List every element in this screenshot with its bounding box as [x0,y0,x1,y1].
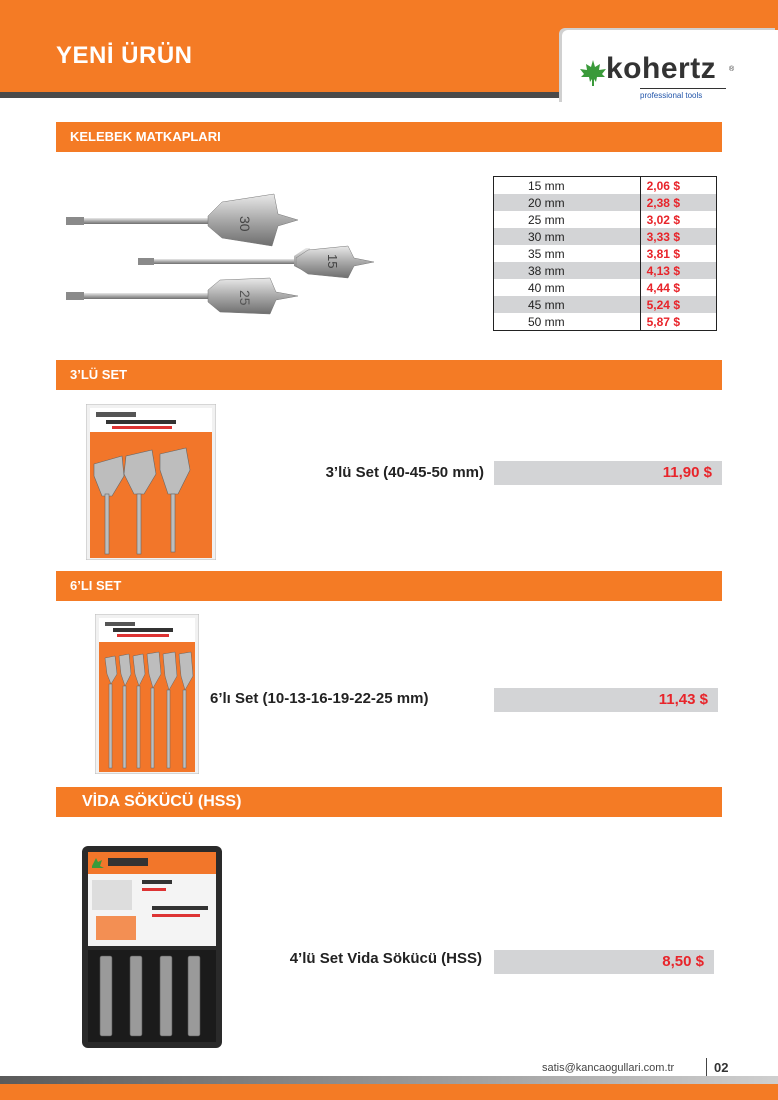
screw-extractor-price: 8,50 $ [494,950,714,974]
footer-email: satis@kancaogullari.com.tr [542,1062,675,1074]
table-row [494,211,717,228]
size-cell: 25 mm [528,212,565,227]
spade-bit-30 [66,194,298,246]
set-6-label: 6’lı Set (10-13-16-19-22-25 mm) [210,690,429,707]
size-cell: 15 mm [528,178,565,193]
page-title: YENİ ÜRÜN [56,42,193,69]
bit-size-label: 15 [325,254,340,269]
logo-wordmark: kohertz [606,52,717,85]
price-cell: 3,81 $ [641,245,717,262]
footer-orange-band [0,1084,778,1100]
table-row [494,228,717,245]
logo-underline [640,88,726,89]
spade-bit-25 [66,278,298,314]
size-cell: 50 mm [528,314,565,329]
size-cell: 30 mm [494,228,641,245]
table-row [494,245,717,262]
set-3-package-image [86,404,216,560]
size-cell: 20 mm [494,194,641,211]
price-cell: 5,24 $ [641,296,717,313]
price-cell: 2,38 $ [641,194,717,211]
price-table [493,176,717,331]
table-row [494,177,717,195]
bit-size-label: 25 [237,290,253,306]
screw-extractor-label: 4’lü Set Vida Sökücü (HSS) [289,950,482,967]
maple-leaf-icon [578,58,608,88]
bit-size-label: 30 [237,216,253,232]
table-row [494,262,717,279]
set-6-package-image [95,614,199,774]
price-cell: 2,06 $ [641,177,717,195]
logo-registered-mark: ® [729,66,735,73]
size-cell: 35 mm [528,246,565,261]
logo-tagline: professional tools [640,91,703,100]
section-screw-extractor: VİDA SÖKÜCÜ (HSS) [56,787,722,817]
price-cell: 4,13 $ [641,262,717,279]
section-set-3: 3’LÜ SET [56,360,722,390]
spade-bit-15 [138,248,310,272]
size-cell: 45 mm [494,296,641,313]
table-row [494,279,717,296]
set-6-price: 11,43 $ [494,688,718,712]
price-cell: 3,02 $ [641,211,717,228]
price-cell: 4,44 $ [641,279,717,296]
set-3-label: 3’lü Set (40-45-50 mm) [325,464,484,481]
page-number: 02 [714,1060,729,1075]
size-cell: 40 mm [528,280,565,295]
section-set-6: 6’LI SET [56,571,722,601]
size-cell: 38 mm [494,262,641,279]
spade-bits-image [60,180,310,320]
table-row [494,313,717,331]
section-spade-bits: KELEBEK MATKAPLARI [56,122,722,152]
footer-gray-band [0,1076,778,1084]
screw-extractor-case-image [82,846,222,1048]
price-cell: 3,33 $ [641,228,717,245]
set-3-price: 11,90 $ [494,461,722,485]
header-divider [0,92,580,98]
table-row [494,194,717,211]
spade-bit-15-head [296,236,376,286]
table-row [494,296,717,313]
price-cell: 5,87 $ [641,313,717,331]
